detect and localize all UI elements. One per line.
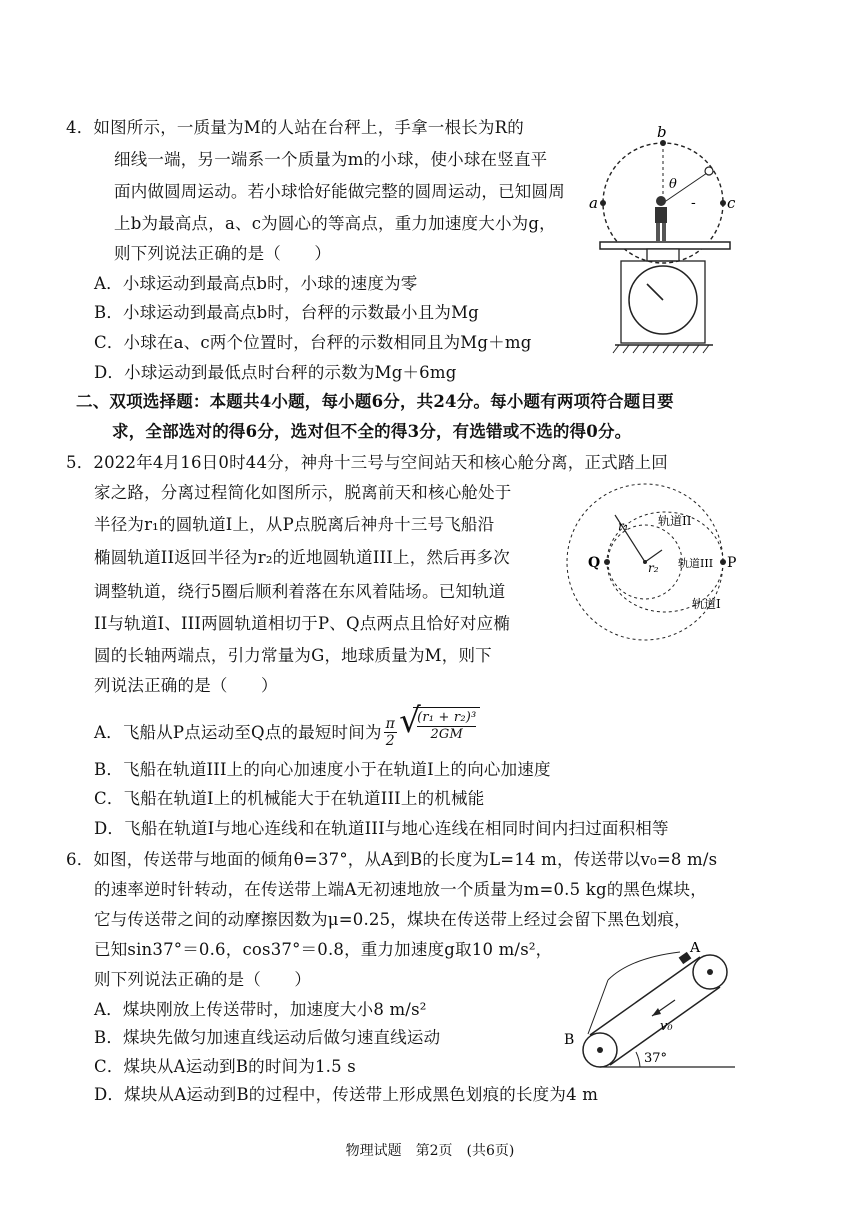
- q6-option-d: D．煤块从A运动到B的过程中，传送带上形成黑色划痕的长度为4 m: [94, 1085, 599, 1104]
- q4-option-b: B．小球运动到最高点b时，台秤的示数最小且为Mg: [94, 303, 479, 322]
- label-r2: r₂: [648, 561, 659, 575]
- curve-line-lower: [588, 980, 608, 1034]
- label-b: B: [564, 1032, 575, 1048]
- q6-option-a: A．煤块刚放上传送带时，加速度大小8 m/s²: [94, 1000, 427, 1019]
- q6-stem-line-4: 已知sin37°＝0.6，cos37°＝0.8，重力加速度g取10 m/s²，: [94, 940, 553, 959]
- q5-figure: [550, 480, 750, 650]
- q5-option-a-text: A．飞船从P点运动至Q点的最短时间为: [94, 722, 382, 742]
- q6-option-b: B．煤块先做匀加速直线运动后做匀速直线运动: [94, 1028, 441, 1047]
- q4-stem-line-4: 上b为最高点，a、c为圆心的等高点，重力加速度大小为g，: [114, 214, 556, 233]
- fraction-denominator: 2: [385, 733, 395, 749]
- q6-stem-line-3: 它与传送带之间的动摩擦因数为μ=0.25，煤块在传送带上经过会留下黑色划痕，: [94, 910, 691, 929]
- q5-stem-line-5: 调整轨道，绕行5圈后顺利着落在东风着陆场。已知轨道: [94, 582, 506, 601]
- q4-option-a: A．小球运动到最高点b时，小球的速度为零: [94, 274, 418, 293]
- label-angle: 37°: [644, 1051, 668, 1066]
- sqrt-denominator: 2GM: [430, 726, 464, 742]
- label-orbit-1: 轨道I: [692, 597, 721, 611]
- q5-option-c: C．飞船在轨道I上的机械能大于在轨道III上的机械能: [94, 789, 485, 808]
- q5-option-b: B．飞船在轨道III上的向心加速度小于在轨道I上的向心加速度: [94, 760, 551, 779]
- label-orbit-2: 轨道II: [658, 514, 692, 528]
- q4-option-d: D．小球运动到最低点时台秤的示数为Mg＋6mg: [94, 363, 457, 382]
- label-c: c: [727, 194, 736, 212]
- page-footer: 物理试题 第2页 (共6页): [345, 1143, 515, 1159]
- label-a: A: [690, 942, 701, 956]
- q6-stem-line-1: 6．如图，传送带与地面的倾角θ=37°，从A到B的长度为L=14 m，传送带以v₀=8 m/s: [66, 850, 718, 869]
- q4-figure: [585, 115, 745, 365]
- q6-figure: [560, 942, 740, 1082]
- q6-stem-line-5: 则下列说法正确的是（ ）: [94, 970, 312, 989]
- top-pulley-axle: [707, 969, 713, 975]
- section-2-header-line-1: 二、双项选择题：本题共4小题，每小题6分，共24分。每小题有两项符合题目要: [76, 392, 674, 411]
- q5-option-a-fraction: [384, 716, 397, 749]
- label-q: Q: [588, 555, 601, 571]
- point-q: [604, 559, 610, 565]
- label-v0: v₀: [660, 1019, 673, 1034]
- ground-hatch: [613, 345, 709, 353]
- label-theta: θ: [669, 177, 677, 192]
- arrow-head-icon: [652, 1008, 661, 1016]
- ball: [705, 167, 713, 175]
- label-a: a: [589, 194, 598, 212]
- q5-stem-line-3: 半径为r₁的圆轨道I上，从P点脱离后神舟十三号飞船沿: [94, 515, 495, 534]
- scale-platform: [600, 242, 730, 249]
- q4-stem-line-3: 面内做圆周运动。若小球恰好能做完整的圆周运动，已知圆周: [114, 182, 565, 201]
- q5-option-a-sqrt: [399, 700, 480, 763]
- q5-stem-line-7: 圆的长轴两端点，引力常量为G，地球质量为M，则下: [94, 646, 492, 665]
- sqrt-numerator: (r₁ + r₂)³: [417, 709, 477, 725]
- bottom-pulley-axle: [597, 1047, 603, 1053]
- point-c: [720, 200, 726, 206]
- q5-stem-line-8: 列说法正确的是（ ）: [94, 676, 278, 695]
- curve-line: [608, 952, 680, 980]
- q6-stem-line-2: 的速率逆时针转动，在传送带上端A无初速地放一个质量为m=0.5 kg的黑色煤块，: [94, 880, 707, 899]
- label-orbit-3: 轨道III: [678, 557, 714, 570]
- scale-stem: [647, 249, 679, 261]
- q5-stem-line-1: 5．2022年4月16日0时44分，神舟十三号与空间站天和核心舱分离，正式踏上回: [66, 453, 668, 472]
- q6-option-c: C．煤块从A运动到B的时间为1.5 s: [94, 1057, 356, 1076]
- angle-arc: [636, 1052, 640, 1067]
- q4-stem-line-2: 细线一端，另一端系一个质量为m的小球，使小球在竖直平: [114, 150, 548, 169]
- q4-stem-line-1: 4．如图所示，一质量为M的人站在台秤上，手拿一根长为R的: [66, 118, 524, 137]
- label-r1: r₁: [618, 519, 629, 533]
- q5-stem-line-6: II与轨道I、III两圆轨道相切于P、Q点两点且恰好对应椭: [94, 614, 511, 633]
- q5-option-d: D．飞船在轨道I与地心连线和在轨道III与地心连线在相同时间内扫过面积相等: [94, 819, 669, 838]
- fraction-numerator: π: [385, 716, 396, 732]
- person-icon: [655, 196, 667, 241]
- q5-stem-line-4: 椭圆轨道II返回半径为r₂的近地圆轨道III上，然后再多次: [94, 548, 510, 567]
- q4-option-c: C．小球在a、c两个位置时，台秤的示数相同且为Mg＋mg: [94, 333, 532, 352]
- point-p: [720, 559, 726, 565]
- section-2-header-line-2: 求，全部选对的得6分，选对但不全的得3分，有选错或不选的得0分。: [112, 422, 632, 441]
- point-a: [600, 200, 606, 206]
- label-b: b: [657, 123, 667, 141]
- label-dash: -: [691, 195, 696, 211]
- sqrt-icon: √: [399, 700, 421, 741]
- belt-top: [590, 957, 700, 1035]
- q5-stem-line-2: 家之路，分离过程简化如图所示，脱离前天和核心舱处于: [94, 483, 512, 502]
- label-p: P: [727, 555, 737, 571]
- q4-stem-line-5: 则下列说法正确的是（ ）: [114, 244, 332, 263]
- q5-option-a: [94, 702, 480, 762]
